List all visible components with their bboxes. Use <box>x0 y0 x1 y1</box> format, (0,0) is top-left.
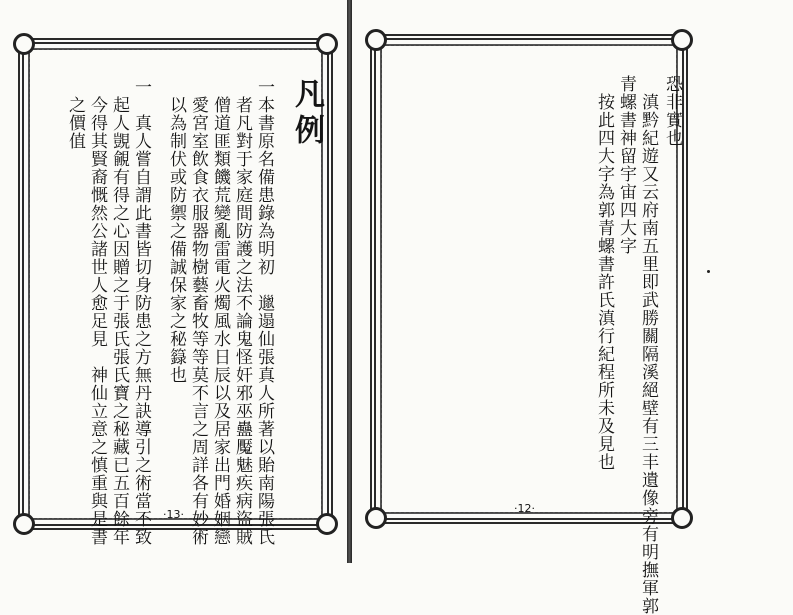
text-column-3: 青螺書神留宇宙四大字 <box>616 75 636 255</box>
text-column-5: 以為制伏或防禦之備誠保家之秘籙也 <box>166 96 186 384</box>
text-column-2: 滇黔紀遊又云府南五里即武勝關隔溪絕壁有三丰遺像旁有明撫軍郭 <box>638 93 658 615</box>
text-column-6: 一 真人嘗自謂此書皆切身防患之方無丹訣導引之術當不致 <box>131 78 151 546</box>
corner-ornament <box>365 29 387 51</box>
corner-ornament <box>13 33 35 55</box>
corner-ornament <box>316 33 338 55</box>
right-page <box>352 0 793 615</box>
text-column-1: 恐非實也 <box>662 75 682 147</box>
page-number: ·12· <box>514 502 535 515</box>
corner-ornament <box>13 513 35 535</box>
page-title: 凡例 <box>289 78 324 150</box>
text-column-1: 一本書原名備患錄為明初 邋遢仙張真人所著以貽南陽張氏 <box>254 78 274 546</box>
text-column-9: 之價值 <box>65 96 85 150</box>
corner-ornament <box>671 29 693 51</box>
corner-ornament <box>316 513 338 535</box>
text-column-4: 愛宮室飲食衣服器物樹藝畜牧等等莫不言之周詳各有妙術 <box>188 96 208 546</box>
left-page <box>0 0 352 563</box>
text-column-3: 僧道匪類饑荒變亂雷電火燭風水日辰以及居家出門婚姻戀 <box>210 96 230 546</box>
ink-speck <box>707 270 710 273</box>
page-number: ·13· <box>163 508 184 521</box>
text-column-2: 者凡對于家庭間防護之法不論鬼怪奸邪巫蠱魘魅疾病盜賊 <box>232 96 252 546</box>
text-column-7: 起人覬覦有得之心因贈之于張氏張氏寶之秘藏已五百餘年 <box>109 96 129 546</box>
text-column-4: 按此四大字為郭青螺書許氏滇行紀程所未及見也 <box>594 93 614 471</box>
text-column-8: 今得其賢裔慨然公諸世人愈足見 神仙立意之慎重與是書 <box>87 96 107 546</box>
corner-ornament <box>671 507 693 529</box>
corner-ornament <box>365 507 387 529</box>
